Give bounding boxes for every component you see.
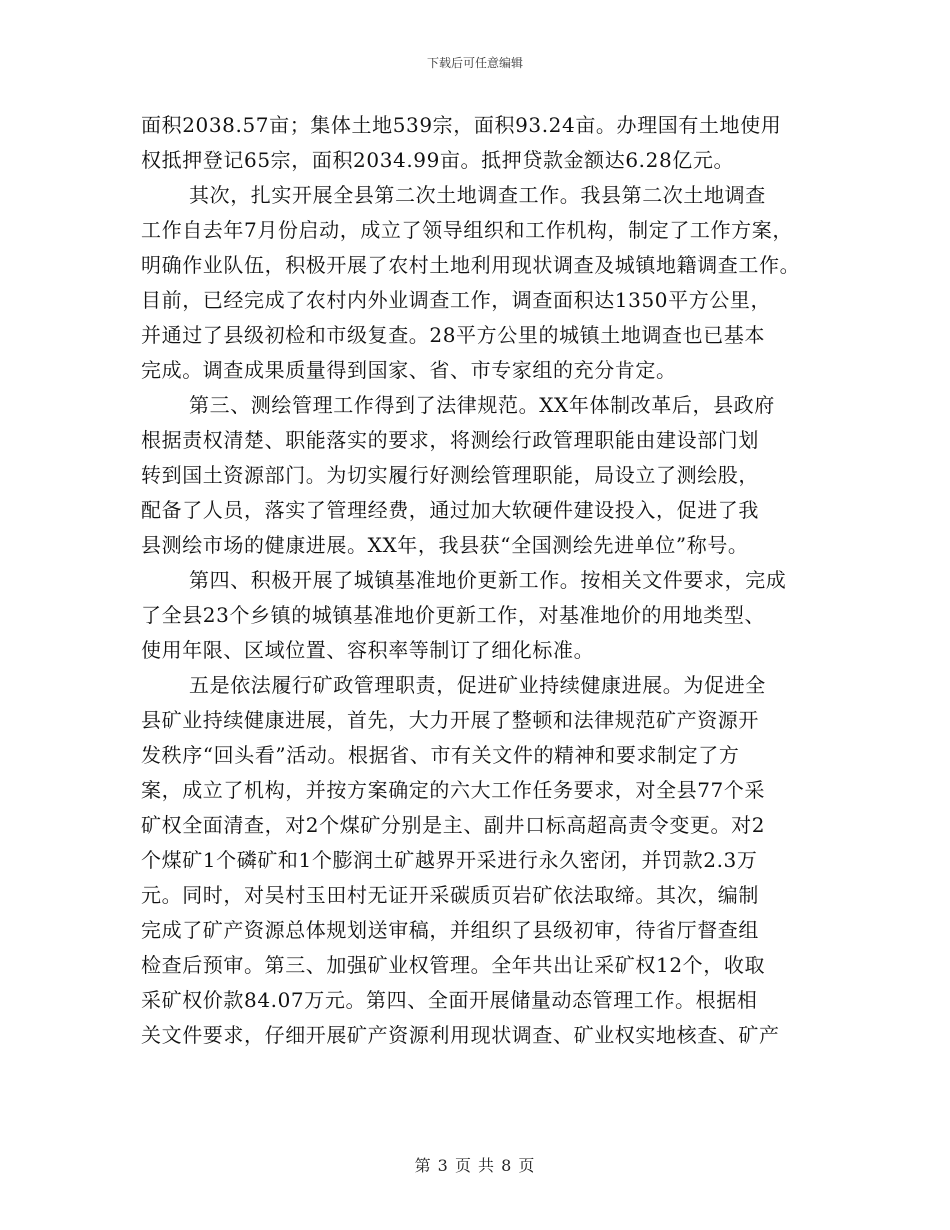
text-line: 配备了人员，落实了管理经费，通过加大软硬件建设投入，促进了我 bbox=[141, 498, 759, 522]
text-line: 关文件要求，仔细开展矿产资源利用现状调查、矿业权实地核查、矿产 bbox=[141, 1023, 780, 1047]
text-line: 工作自去年7月份启动，成立了领导组织和工作机构，制定了工作方案， bbox=[141, 218, 793, 242]
text-line: 检查后预审。第三、加强矿业权管理。全年共出让采矿权12个，收取 bbox=[141, 953, 766, 977]
text-line: 目前，已经完成了农村内外业调查工作，调查面积达1350平方公里， bbox=[141, 288, 772, 312]
page-footer: 第 3 页 共 8 页 bbox=[414, 1156, 536, 1175]
text-line: 县矿业持续健康进展，首先，大力开展了整顿和法律规范矿产资源开 bbox=[141, 708, 759, 732]
text-line: 面积2038.57亩；集体土地539宗，面积93.24亩。办理国有土地使用 bbox=[141, 113, 782, 137]
text-line: 元。同时，对吴村玉田村无证开采碳质页岩矿依法取缔。其次，编制 bbox=[141, 883, 759, 907]
text-line: 根据责权清楚、职能落实的要求，将测绘行政管理职能由建设部门划 bbox=[141, 428, 759, 452]
text-line: 使用年限、区域位置、容积率等制订了细化标准。 bbox=[141, 638, 595, 662]
text-line: 矿权全面清查，对2个煤矿分别是主、副井口标高超高责令变更。对2 bbox=[141, 813, 766, 837]
text-line: 案，成立了机构，并按方案确定的六大工作任务要求，对全县77个采 bbox=[141, 778, 766, 802]
text-line: 采矿权价款84.07万元。第四、全面开展储量动态管理工作。根据相 bbox=[141, 988, 758, 1012]
text-line: 明确作业队伍，积极开展了农村土地利用现状调查及城镇地籍调查工作。 bbox=[141, 253, 801, 277]
paragraph-start-line: 第四、积极开展了城镇基准地价更新工作。按相关文件要求，完成 bbox=[189, 568, 787, 592]
text-line: 个煤矿1个磷矿和1个膨润土矿越界开采进行永久密闭，并罚款2.3万 bbox=[141, 848, 758, 872]
text-line: 并通过了县级初检和市级复查。28平方公里的城镇土地调查也已基本 bbox=[141, 323, 766, 347]
paragraph-start-line: 五是依法履行矿政管理职责，促进矿业持续健康进展。为促进全 bbox=[189, 673, 766, 697]
paragraph-start-line: 第三、测绘管理工作得到了法律规范。XX年体制改革后，县政府 bbox=[189, 393, 775, 417]
text-line: 完成。调查成果质量得到国家、省、市专家组的充分肯定。 bbox=[141, 358, 677, 382]
text-line: 完成了矿产资源总体规划送审稿，并组织了县级初审，待省厅督查组 bbox=[141, 918, 759, 942]
text-line: 了全县23个乡镇的城镇基准地价更新工作，对基准地价的用地类型、 bbox=[141, 603, 766, 627]
paragraph-start-line: 其次，扎实开展全县第二次土地调查工作。我县第二次土地调查 bbox=[189, 183, 766, 207]
document-body bbox=[141, 108, 821, 1053]
page-header: 下载后可任意编辑 bbox=[426, 56, 523, 70]
text-line: 发秩序“回头看”活动。根据省、市有关文件的精神和要求制定了方 bbox=[141, 743, 740, 767]
text-line: 县测绘市场的健康进展。XX年，我县获“全国测绘先进单位”称号。 bbox=[141, 533, 749, 557]
text-line: 权抵押登记65宗，面积2034.99亩。抵押贷款金额达6.28亿元。 bbox=[141, 148, 735, 172]
text-line: 转到国土资源部门。为切实履行好测绘管理职能，局设立了测绘股， bbox=[141, 463, 759, 487]
